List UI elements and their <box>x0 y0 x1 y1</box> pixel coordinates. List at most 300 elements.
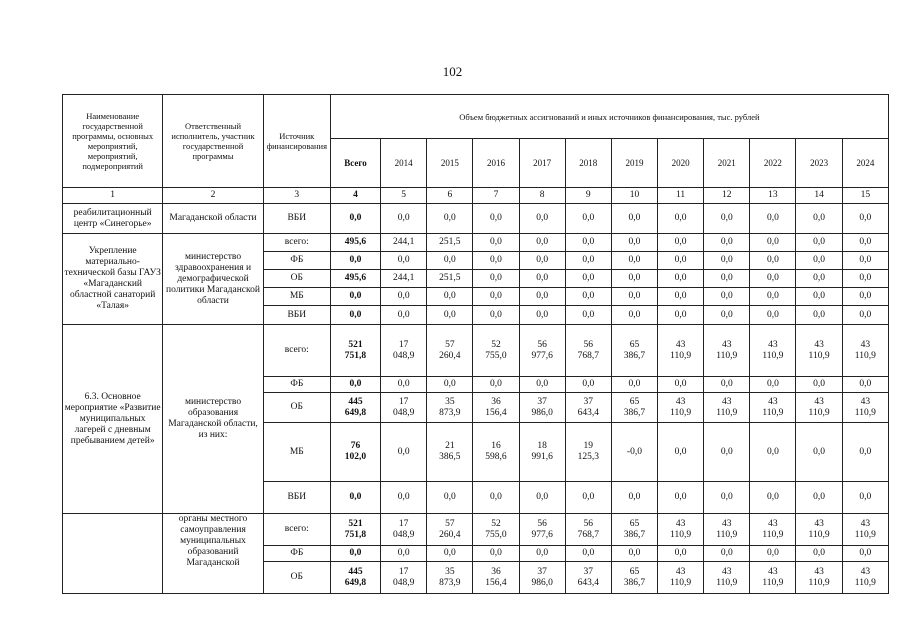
value-cell: 0,0 <box>473 204 519 234</box>
value-part: 65 <box>629 566 640 577</box>
value-part: 65 <box>629 339 640 350</box>
value-cell <box>658 423 704 482</box>
value-cell: 0,0 <box>473 234 519 252</box>
row-name-cell: реабилитационный центр «Синегорье» <box>63 204 163 234</box>
value-cell <box>427 393 473 423</box>
value-cell: 0,0 <box>658 252 704 270</box>
source-cell: ВБИ <box>263 482 330 514</box>
value-cell: 0,0 <box>565 377 611 393</box>
value-cell: 0,0 <box>796 204 842 234</box>
row-name-cell <box>63 514 163 594</box>
source-cell: ВБИ <box>263 306 330 325</box>
value-cell: 0,0 <box>565 546 611 562</box>
value-cell: 0,0 <box>381 377 427 393</box>
value-cell <box>750 562 796 594</box>
value-cell <box>796 423 842 482</box>
value-part: 643,4 <box>577 577 599 588</box>
value-cell: 0,0 <box>842 377 888 393</box>
value-cell: 0,0 <box>519 288 565 306</box>
value-cell <box>330 562 380 594</box>
column-number: 11 <box>658 188 704 204</box>
value-cell: 0,0 <box>330 288 380 306</box>
row-executor-cell: министерство здравоохранения и демографической политики Магаданской области <box>163 234 263 325</box>
value-part: 386,7 <box>623 407 646 418</box>
value-cell: 0,0 <box>565 306 611 325</box>
value-cell <box>796 325 842 377</box>
column-number: 10 <box>611 188 657 204</box>
value-cell <box>565 562 611 594</box>
value-cell <box>473 393 519 423</box>
value-part: 048,9 <box>392 407 415 418</box>
value-part: 991,6 <box>531 452 553 462</box>
value-cell <box>704 423 750 482</box>
value-part: 43 <box>768 518 778 529</box>
source-cell: ВБИ <box>263 204 330 234</box>
value-cell: 0,0 <box>330 204 380 234</box>
value-part: 260,4 <box>439 350 461 361</box>
value-cell: 0,0 <box>704 377 750 393</box>
value-part: 755,0 <box>485 350 507 361</box>
header-source: Источник финансирования <box>263 95 330 188</box>
value-cell <box>704 325 750 377</box>
value-part: 110,9 <box>670 577 692 588</box>
value-part: 110,9 <box>808 529 830 540</box>
value-cell: 0,0 <box>842 482 888 514</box>
value-cell: 0,0 <box>565 234 611 252</box>
value-cell <box>842 562 888 594</box>
source-cell: ФБ <box>263 377 330 393</box>
value-cell: 0,0 <box>611 288 657 306</box>
value-part: 110,9 <box>762 407 784 418</box>
value-cell <box>611 514 657 546</box>
value-cell: 0,0 <box>381 288 427 306</box>
value-part: 156,4 <box>485 577 507 588</box>
value-cell: 0,0 <box>842 306 888 325</box>
value-cell <box>796 514 842 546</box>
column-number: 1 <box>63 188 163 204</box>
value-cell: 0,0 <box>611 546 657 562</box>
value-cell: 0,0 <box>381 482 427 514</box>
value-cell <box>427 325 473 377</box>
header-year: 2023 <box>796 139 842 188</box>
value-cell: 0,0 <box>519 270 565 288</box>
value-cell: 251,5 <box>427 270 473 288</box>
value-part: 17 <box>398 566 409 577</box>
column-number: 7 <box>473 188 519 204</box>
value-cell: 0,0 <box>750 482 796 514</box>
value-part: 21 <box>445 441 455 451</box>
value-cell: 0,0 <box>796 482 842 514</box>
header-year: 2014 <box>381 139 427 188</box>
value-part: 43 <box>814 339 824 350</box>
value-part: 986,0 <box>531 407 553 418</box>
value-cell: 0,0 <box>796 546 842 562</box>
value-part: 43 <box>768 339 778 350</box>
value-part: 048,9 <box>392 529 415 540</box>
value-part: 102,0 <box>344 452 367 462</box>
value-cell: 0,0 <box>565 270 611 288</box>
value-cell: 0,0 <box>704 482 750 514</box>
row-executor-cell: Магаданской области <box>163 204 263 234</box>
header-year: 2021 <box>704 139 750 188</box>
value-part: 649,8 <box>344 577 367 588</box>
value-part: 110,9 <box>854 529 876 540</box>
source-cell: ФБ <box>263 546 330 562</box>
value-part: 43 <box>675 339 686 350</box>
value-part: 57 <box>445 518 455 529</box>
value-cell <box>750 325 796 377</box>
value-cell: 0,0 <box>473 270 519 288</box>
value-part: 755,0 <box>485 529 507 540</box>
value-part: 649,8 <box>344 407 367 418</box>
value-cell: 0,0 <box>658 234 704 252</box>
value-cell: 0,0 <box>611 377 657 393</box>
value-part: 048,9 <box>392 577 415 588</box>
value-part: 19 <box>583 441 594 451</box>
value-cell <box>565 393 611 423</box>
value-part: 43 <box>860 566 871 577</box>
value-cell: 0,0 <box>611 252 657 270</box>
value-part: 43 <box>768 566 778 577</box>
value-cell <box>842 325 888 377</box>
value-cell: 0,0 <box>381 546 427 562</box>
value-part: 110,9 <box>716 529 738 540</box>
value-part: 37 <box>537 566 547 577</box>
value-part: 873,9 <box>439 407 461 418</box>
value-part: 17 <box>398 518 409 529</box>
value-cell: 0,0 <box>704 204 750 234</box>
value-part: 110,9 <box>808 350 830 361</box>
value-part: 110,9 <box>670 350 692 361</box>
value-cell: 0,0 <box>750 270 796 288</box>
value-cell: 0,0 <box>427 482 473 514</box>
value-part: 110,9 <box>854 577 876 588</box>
value-cell: 0,0 <box>611 306 657 325</box>
value-part: 110,9 <box>716 350 738 361</box>
value-part: 17 <box>398 396 409 407</box>
source-cell: ФБ <box>263 252 330 270</box>
header-year: 2024 <box>842 139 888 188</box>
source-cell: всего: <box>263 325 330 377</box>
value-part: 65 <box>629 518 640 529</box>
value-cell <box>842 514 888 546</box>
column-number-row <box>63 188 889 204</box>
row-name-cell: 6.3. Основное мероприятие «Развитие муниципальных лагерей с дневным пребыванием детей» <box>63 325 163 514</box>
column-number: 13 <box>750 188 796 204</box>
value-part: 873,9 <box>439 577 461 588</box>
header-executor: Ответственный исполнитель, участник государственной программы <box>163 95 263 188</box>
value-cell: 0,0 <box>750 252 796 270</box>
value-cell: 0,0 <box>519 377 565 393</box>
source-cell: ОБ <box>263 562 330 594</box>
value-cell: 0,0 <box>796 306 842 325</box>
column-number: 5 <box>381 188 427 204</box>
value-cell: 0,0 <box>842 546 888 562</box>
value-part: 156,4 <box>485 407 507 418</box>
value-cell: 0,0 <box>427 288 473 306</box>
value-cell: 0,0 <box>427 377 473 393</box>
value-cell <box>519 423 565 482</box>
value-cell: 0,0 <box>381 252 427 270</box>
column-number: 4 <box>330 188 380 204</box>
value-cell <box>381 423 427 482</box>
value-cell <box>658 562 704 594</box>
value-cell: 0,0 <box>750 234 796 252</box>
value-cell <box>611 562 657 594</box>
header-year: 2017 <box>519 139 565 188</box>
value-cell: 0,0 <box>704 288 750 306</box>
value-cell: 0,0 <box>842 270 888 288</box>
value-part: 521 <box>348 339 363 350</box>
source-cell: МБ <box>263 423 330 482</box>
value-cell: 0,0 <box>658 482 704 514</box>
value-cell <box>330 423 380 482</box>
value-cell: 0,0 <box>704 252 750 270</box>
value-cell: 244,1 <box>381 270 427 288</box>
value-part: 125,3 <box>577 452 599 462</box>
value-cell: 0,0 <box>330 546 380 562</box>
value-cell: 0,0 <box>796 377 842 393</box>
value-cell: 0,0 <box>473 288 519 306</box>
value-part: 110,9 <box>762 529 784 540</box>
value-part: 110,9 <box>808 577 830 588</box>
value-cell: 0,0 <box>565 482 611 514</box>
value-cell <box>750 514 796 546</box>
value-part: 768,7 <box>577 529 599 540</box>
table-row <box>63 234 889 252</box>
value-part: 977,6 <box>531 350 553 361</box>
value-part: 56 <box>583 339 594 350</box>
page-number: 102 <box>442 64 463 79</box>
value-cell: 0,0 <box>750 288 796 306</box>
header-year: 2020 <box>658 139 704 188</box>
value-cell: 0,0 <box>330 482 380 514</box>
value-cell <box>519 562 565 594</box>
value-cell <box>565 423 611 482</box>
value-cell: 244,1 <box>381 234 427 252</box>
value-part: 445 <box>348 566 363 577</box>
value-cell <box>519 393 565 423</box>
value-cell: 0,0 <box>427 204 473 234</box>
source-cell: ОБ <box>263 393 330 423</box>
value-part: 43 <box>722 339 732 350</box>
value-part: 43 <box>860 339 871 350</box>
value-cell <box>658 325 704 377</box>
value-part: 43 <box>814 566 824 577</box>
value-part: 260,4 <box>439 529 461 540</box>
value-cell: 0,0 <box>381 204 427 234</box>
value-part: 52 <box>491 518 501 529</box>
value-cell <box>704 562 750 594</box>
column-number: 3 <box>263 188 330 204</box>
value-part: 977,6 <box>531 529 553 540</box>
value-part: 110,9 <box>670 529 692 540</box>
value-part: 52 <box>491 339 501 350</box>
value-cell: 0,0 <box>842 288 888 306</box>
value-cell: 0,0 <box>658 546 704 562</box>
value-part: 43 <box>675 566 686 577</box>
value-part: 18 <box>537 441 547 451</box>
value-cell <box>611 393 657 423</box>
header-year: 2019 <box>611 139 657 188</box>
value-cell <box>381 393 427 423</box>
value-cell: 0,0 <box>658 377 704 393</box>
value-cell: 0,0 <box>565 252 611 270</box>
value-part: 110,9 <box>670 407 692 418</box>
value-part: 110,9 <box>762 577 784 588</box>
header-total: Всего <box>330 139 380 188</box>
value-part: 76 <box>350 441 361 451</box>
source-cell: всего: <box>263 514 330 546</box>
value-part: 110,9 <box>716 407 738 418</box>
value-part: 43 <box>860 396 871 407</box>
value-part: -0,0 <box>626 446 642 457</box>
value-cell: 0,0 <box>796 234 842 252</box>
value-cell <box>427 423 473 482</box>
value-part: 110,9 <box>808 407 830 418</box>
value-cell: 495,6 <box>330 270 380 288</box>
table-row <box>63 514 889 546</box>
value-part: 0,0 <box>859 446 872 457</box>
value-part: 0,0 <box>766 446 779 457</box>
value-cell: 0,0 <box>519 234 565 252</box>
value-cell: 0,0 <box>611 204 657 234</box>
value-part: 56 <box>537 518 547 529</box>
value-cell: 0,0 <box>658 270 704 288</box>
value-cell <box>519 514 565 546</box>
header-year: 2018 <box>565 139 611 188</box>
value-cell: 0,0 <box>704 306 750 325</box>
value-cell: 0,0 <box>704 270 750 288</box>
header-name: Наименование государственной программы, основных мероприятий, мероприятий, подмероприятий <box>63 95 163 188</box>
value-part: 16 <box>491 441 501 451</box>
value-part: 751,8 <box>344 350 367 361</box>
value-cell <box>473 423 519 482</box>
value-cell: 0,0 <box>658 204 704 234</box>
value-part: 56 <box>583 518 594 529</box>
value-cell: 0,0 <box>842 252 888 270</box>
value-cell: 0,0 <box>611 270 657 288</box>
column-number: 12 <box>704 188 750 204</box>
value-cell: 0,0 <box>473 482 519 514</box>
value-cell <box>473 562 519 594</box>
value-cell: 0,0 <box>330 306 380 325</box>
value-cell <box>704 393 750 423</box>
value-cell <box>796 393 842 423</box>
row-executor-cell: органы местного самоуправления муниципальных образований Магаданской <box>163 514 263 594</box>
value-part: 598,6 <box>485 452 507 462</box>
value-part: 110,9 <box>854 407 876 418</box>
value-cell: 0,0 <box>842 234 888 252</box>
value-cell: 0,0 <box>796 252 842 270</box>
value-part: 521 <box>348 518 363 529</box>
column-number: 8 <box>519 188 565 204</box>
value-part: 43 <box>722 518 732 529</box>
value-cell: 0,0 <box>658 306 704 325</box>
value-cell: 0,0 <box>427 306 473 325</box>
column-number: 14 <box>796 188 842 204</box>
value-cell: 0,0 <box>611 482 657 514</box>
value-cell <box>427 514 473 546</box>
value-cell <box>750 423 796 482</box>
value-cell <box>519 325 565 377</box>
value-cell: 0,0 <box>565 204 611 234</box>
value-cell <box>381 325 427 377</box>
value-cell: 0,0 <box>750 546 796 562</box>
value-cell <box>330 393 380 423</box>
value-part: 0,0 <box>813 446 825 457</box>
value-part: 37 <box>537 396 547 407</box>
value-cell: 0,0 <box>796 288 842 306</box>
value-cell <box>658 393 704 423</box>
value-cell <box>796 562 842 594</box>
value-part: 37 <box>583 396 594 407</box>
value-cell: 0,0 <box>473 306 519 325</box>
value-cell <box>842 423 888 482</box>
value-cell: 0,0 <box>427 546 473 562</box>
table-row <box>63 325 889 377</box>
value-cell: 0,0 <box>658 288 704 306</box>
value-part: 35 <box>445 566 455 577</box>
value-cell: 0,0 <box>427 252 473 270</box>
column-number: 6 <box>427 188 473 204</box>
value-part: 57 <box>445 339 455 350</box>
value-part: 768,7 <box>577 350 599 361</box>
value-cell: 0,0 <box>704 234 750 252</box>
value-cell <box>565 514 611 546</box>
value-part: 43 <box>768 396 778 407</box>
value-part: 43 <box>675 396 686 407</box>
value-cell: 0,0 <box>519 204 565 234</box>
value-part: 0,0 <box>674 446 687 457</box>
column-number: 15 <box>842 188 888 204</box>
value-cell: 0,0 <box>565 288 611 306</box>
value-cell: 0,0 <box>519 482 565 514</box>
value-part: 43 <box>675 518 686 529</box>
value-cell: 0,0 <box>704 546 750 562</box>
value-part: 048,9 <box>392 350 415 361</box>
value-part: 386,7 <box>623 577 646 588</box>
row-name-cell: Укрепление материально-технической базы ГАУЗ «Магаданский областной санаторий «Талая» <box>63 234 163 325</box>
value-part: 65 <box>629 396 640 407</box>
value-part: 386,5 <box>439 452 461 462</box>
value-part: 386,7 <box>623 350 646 361</box>
value-part: 36 <box>491 566 501 577</box>
value-cell: 0,0 <box>750 377 796 393</box>
value-cell <box>330 514 380 546</box>
value-part: 43 <box>722 396 732 407</box>
table-row <box>63 204 889 234</box>
header-volume: Объем бюджетных ассигнований и иных источников финансирования, тыс. рублей <box>330 95 888 139</box>
value-cell: 0,0 <box>796 270 842 288</box>
value-cell <box>381 514 427 546</box>
value-part: 0,0 <box>720 446 733 457</box>
value-cell: 0,0 <box>519 306 565 325</box>
value-cell: 0,0 <box>750 306 796 325</box>
value-cell: 251,5 <box>427 234 473 252</box>
value-cell: 495,6 <box>330 234 380 252</box>
value-part: 751,8 <box>344 529 367 540</box>
row-executor-cell: министерство образования Магаданской области, из них: <box>163 325 263 514</box>
value-cell: 0,0 <box>473 377 519 393</box>
value-part: 43 <box>722 566 732 577</box>
value-cell <box>381 562 427 594</box>
value-part: 445 <box>348 396 363 407</box>
header-year: 2022 <box>750 139 796 188</box>
column-number: 9 <box>565 188 611 204</box>
value-part: 17 <box>398 339 409 350</box>
value-cell <box>565 325 611 377</box>
